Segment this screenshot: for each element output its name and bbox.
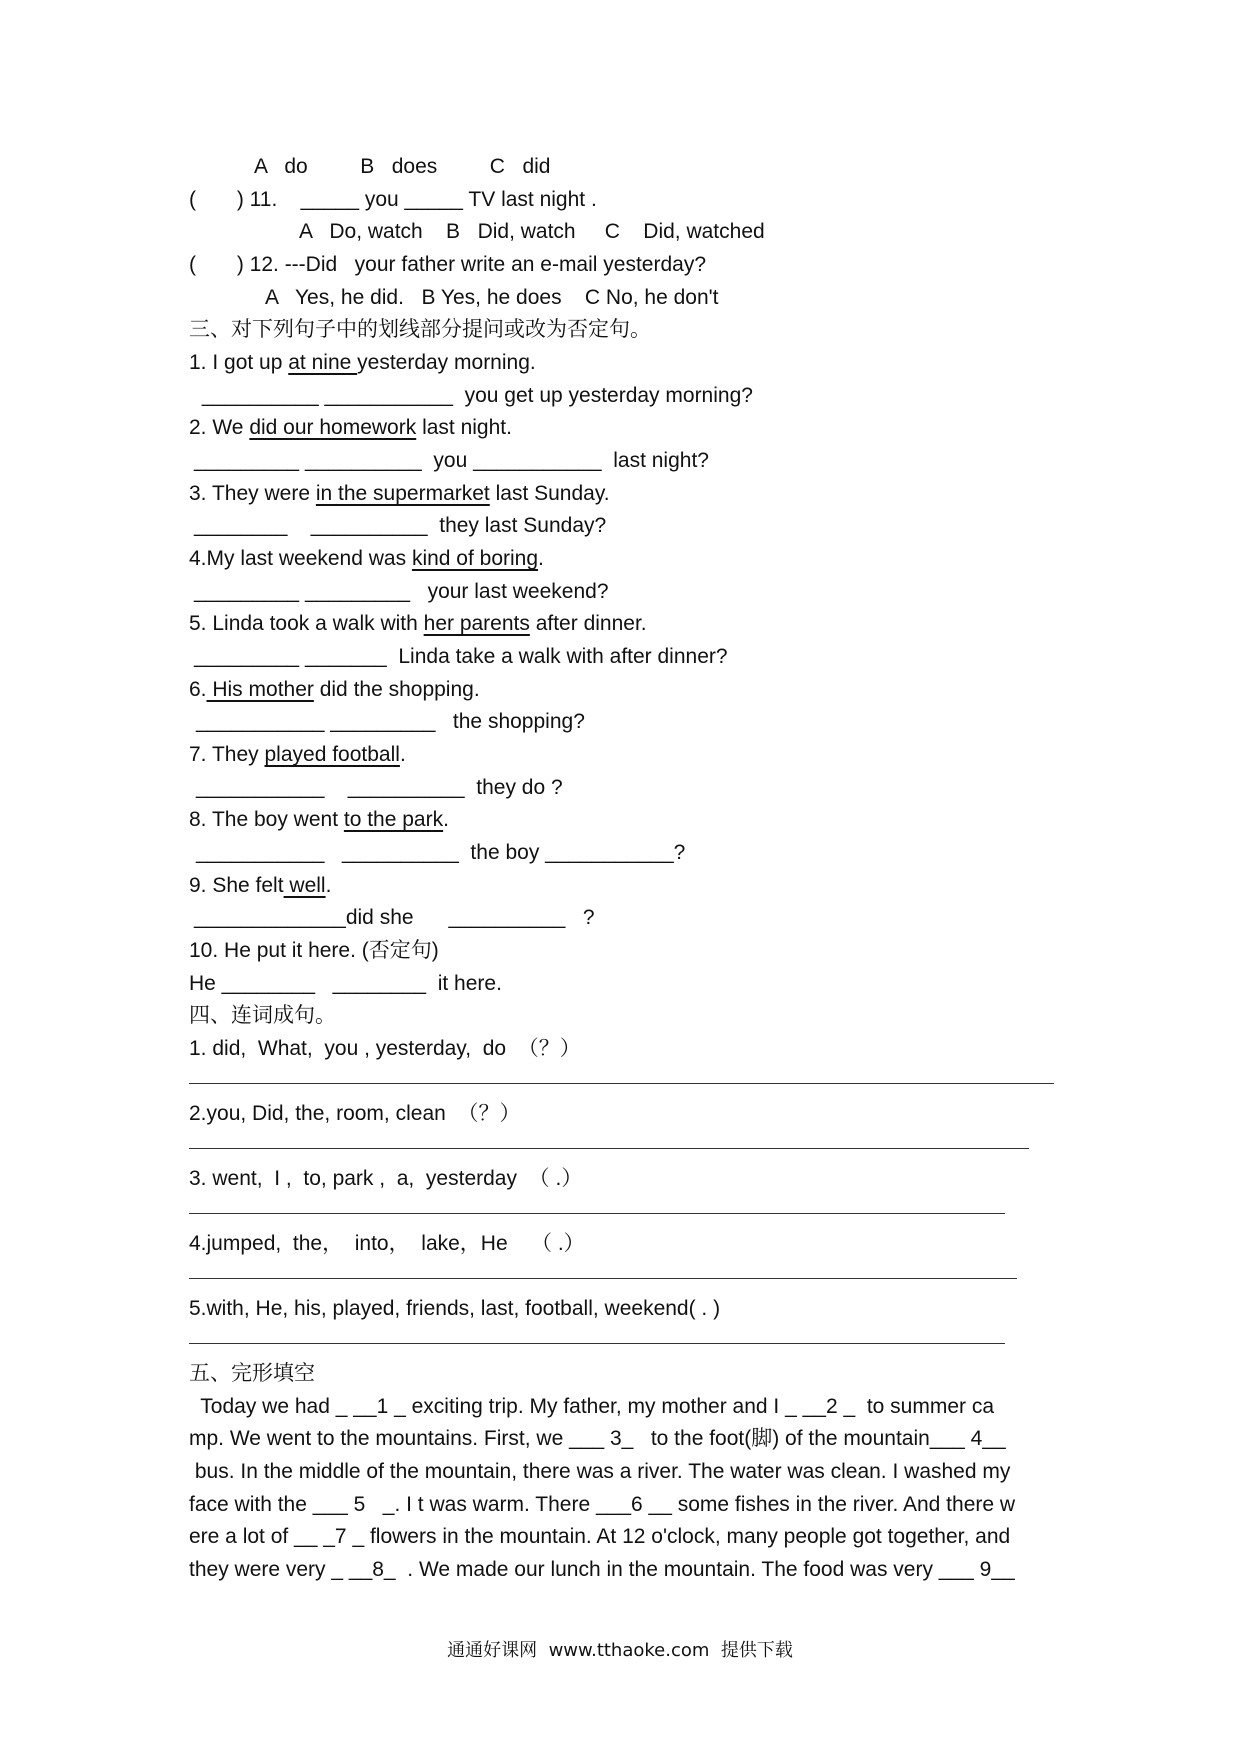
q12-options: A Yes, he did. B Yes, he does C No, he don't xyxy=(265,286,719,309)
q10-options: A do B does C did xyxy=(254,155,551,178)
cloze-line-5: ere a lot of __ _7 _ flowers in the mountain. At 12 o'clock, many people got together, and xyxy=(189,1525,1011,1548)
part4-item-3: 3. went, I , to, park , a, yesterday （ .） xyxy=(189,1167,583,1190)
part3-question-9: 9. She felt well. xyxy=(189,874,332,897)
part3-question-5: 5. Linda took a walk with her parents after dinner. xyxy=(189,612,647,635)
part3-answer-1: __________ ___________ you get up yesterday morning? xyxy=(196,384,753,407)
answer-line-4 xyxy=(189,1278,1017,1279)
part3-question-6: 6. His mother did the shopping. xyxy=(189,678,480,701)
part5-heading: 五、完形填空 xyxy=(189,1362,315,1385)
part4-item-4: 4.jumped, the， into， lake，He （ .） xyxy=(189,1232,585,1255)
answer-line-5 xyxy=(189,1343,1005,1344)
part4-item-2: 2.you, Did, the, room, clean （？） xyxy=(189,1102,521,1125)
part3-question-4: 4.My last weekend was kind of boring. xyxy=(189,547,544,570)
q11-stem: ( ) 11. _____ you _____ TV last night . xyxy=(189,188,597,211)
part3-answer-9: _____________did she __________ ? xyxy=(194,906,595,929)
part3-answer-4: _________ _________ your last weekend? xyxy=(194,580,609,603)
q11-options: A Do, watch B Did, watch C Did, watched xyxy=(299,220,765,243)
answer-line-3 xyxy=(189,1213,1005,1214)
part3-answer-8: ___________ __________ the boy ___________? xyxy=(196,841,686,864)
part4-item-5: 5.with, He, his, played, friends, last, football, weekend( . ) xyxy=(189,1297,721,1320)
part3-question-10: 10. He put it here. (否定句) xyxy=(189,939,439,962)
cloze-line-3: bus. In the middle of the mountain, there was a river. The water was clean. I washed my xyxy=(189,1460,1011,1483)
cloze-line-4: face with the ___ 5 _. I t was warm. There ___6 __ some fishes in the river. And there w xyxy=(189,1493,1016,1516)
part3-answer-3: ________ __________ they last Sunday? xyxy=(194,514,607,537)
part3-question-1: 1. I got up at nine yesterday morning. xyxy=(189,351,536,374)
part3-question-3: 3. They were in the supermarket last Sunday. xyxy=(189,482,610,505)
part3-question-7: 7. They played football. xyxy=(189,743,406,766)
part3-heading: 三、对下列句子中的划线部分提问或改为否定句。 xyxy=(189,318,651,341)
cloze-line-6: they were very _ __8_ . We made our lunch in the mountain. The food was very ___ 9__ xyxy=(189,1558,1015,1581)
part3-question-8: 8. The boy went to the park. xyxy=(189,808,449,831)
part4-item-1: 1. did, What, you , yesterday, do （？） xyxy=(189,1037,581,1060)
part3-answer-5: _________ _______ Linda take a walk with after dinner? xyxy=(194,645,728,668)
q12-stem: ( ) 12. ---Did your father write an e-mail yesterday? xyxy=(189,253,707,276)
page-footer: 通通好课网 www.tthaoke.com 提供下载 xyxy=(447,1640,793,1661)
part4-heading: 四、连词成句。 xyxy=(189,1004,336,1027)
cloze-line-2: mp. We went to the mountains. First, we ___ 3_ to the foot(脚) of the mountain___ 4__ xyxy=(189,1427,1006,1450)
part3-answer-7: ___________ __________ they do ? xyxy=(196,776,563,799)
part3-question-2: 2. We did our homework last night. xyxy=(189,416,512,439)
answer-line-2 xyxy=(189,1148,1029,1149)
part3-answer-10: He ________ ________ it here. xyxy=(189,972,502,995)
part3-answer-6: ___________ _________ the shopping? xyxy=(196,710,585,733)
part3-answer-2: _________ __________ you ___________ last night? xyxy=(194,449,709,472)
cloze-line-1: Today we had _ __1 _ exciting trip. My father, my mother and I _ __2 _ to summer ca xyxy=(189,1395,995,1418)
answer-line-1 xyxy=(189,1083,1054,1084)
